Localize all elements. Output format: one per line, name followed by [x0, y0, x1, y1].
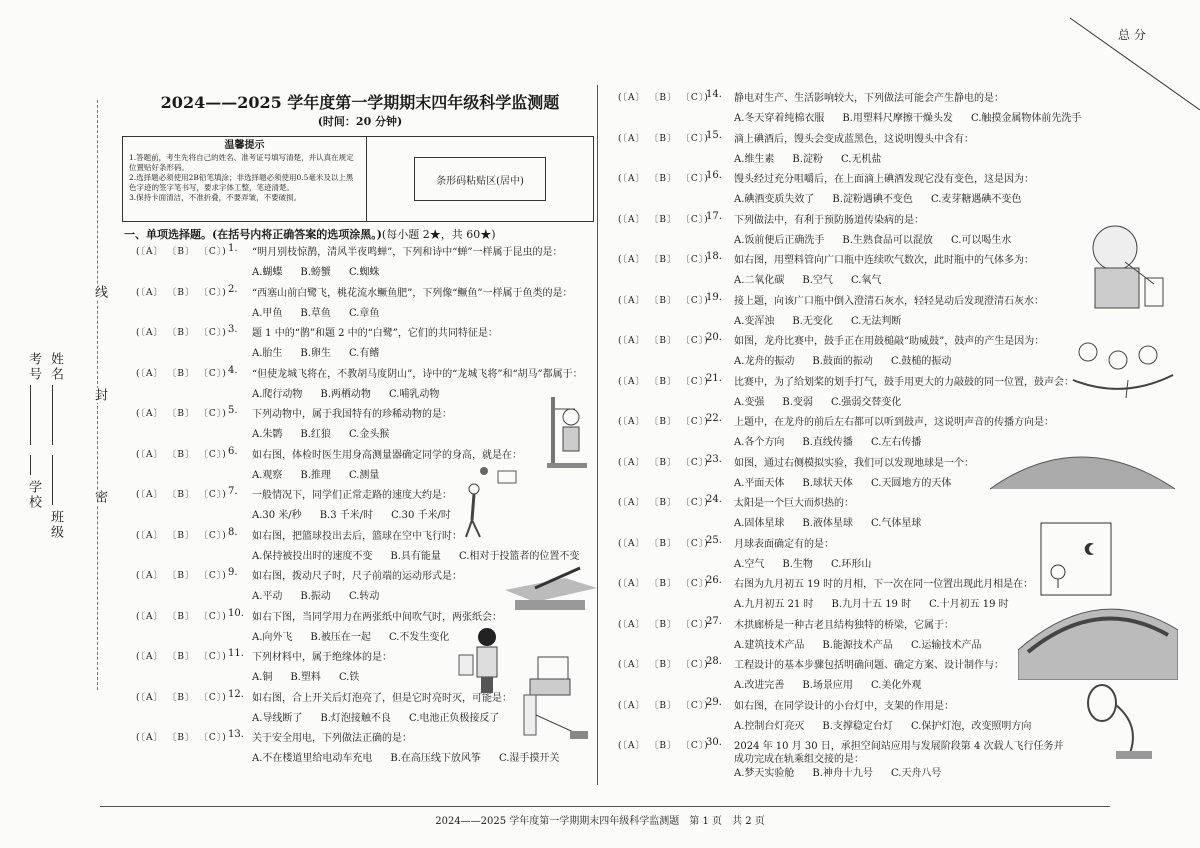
question-text: 太阳是一个巨大而炽热的：	[734, 498, 854, 509]
option-a: A.维生素	[734, 153, 775, 165]
option-b: B.红狼	[300, 429, 331, 440]
question-text: 右图为九月初五 19 时的月相，下一次在同一位置出现此月相是在：	[734, 579, 1034, 590]
option-b: B.用塑料尺摩擦干燥头发	[842, 113, 953, 124]
question-options	[734, 190, 1039, 205]
option-b: B.淀粉遇碘不变色	[832, 194, 913, 205]
question-number: 29.	[706, 696, 722, 708]
answer-bubbles[interactable]: (〔A〕 〔B〕 〔C〕)	[136, 449, 227, 460]
question-text: 如右图，体检时医生用身高测量器确定同学的身高，就是在：	[252, 449, 522, 461]
option-c: C.相对于投篮者的位置不变	[458, 550, 580, 562]
answer-bubbles[interactable]: (〔A〕 〔B〕 〔C〕)	[136, 409, 227, 419]
section-title: 一、单项选择题。	[124, 228, 212, 241]
option-c: C.电池正负极接反了	[408, 712, 500, 724]
question-number: 21.	[706, 372, 722, 384]
question-number: 17.	[706, 210, 722, 222]
class-field[interactable]	[52, 455, 53, 505]
question-text: 月球表面确定有的是：	[734, 538, 834, 550]
answer-bubbles[interactable]: (〔A〕 〔B〕 〔C〕)	[136, 287, 227, 298]
option-c: C.有鳍	[348, 348, 380, 359]
question-options	[734, 433, 939, 448]
question-options	[734, 636, 999, 651]
question-options	[734, 676, 939, 691]
option-b: B.液体星球	[802, 518, 853, 529]
question-options	[734, 555, 889, 570]
option-b: B.推理	[300, 469, 331, 481]
option-a: A.龙舟的振动	[734, 356, 795, 367]
total-score-label: 总 分	[1118, 28, 1146, 42]
question-number: 12.	[228, 688, 244, 700]
answer-bubbles[interactable]: (〔A〕 〔B〕 〔C〕)	[136, 692, 227, 703]
option-b: B.卵生	[300, 348, 331, 359]
question-options	[252, 709, 517, 724]
option-a: A.二氧化碳	[734, 275, 785, 286]
question-text: “明月别枝惊鹊，清风半夜鸣蝉”，下列和诗中“蝉”一样属于昆虫的是：	[252, 247, 563, 258]
question-number: 9.	[228, 567, 238, 578]
question-number: 24.	[706, 494, 722, 505]
notice-line: 2.选择题必须使用2B铅笔填涂；非选择题必须使用0.5毫米及以上黑色字迹的签字笔书写，要求字体工整，笔迹清楚。	[129, 173, 354, 192]
option-b: B.在高压线下放风筝	[390, 753, 481, 764]
answer-bubbles[interactable]: (〔A〕 〔B〕 〔C〕)	[136, 652, 227, 662]
desk-lamp-picture	[1080, 675, 1170, 765]
question-number: 4.	[228, 364, 238, 376]
option-b: B.具有能量	[390, 550, 441, 562]
option-b: B.被压在一起	[310, 631, 371, 643]
option-c: C.铁	[338, 672, 360, 683]
option-b: B.螃蟹	[300, 267, 331, 278]
question-number: 8.	[228, 526, 238, 538]
option-a: A.九月初五 21 时	[734, 599, 814, 610]
option-b: B.生熟食品可以混放	[842, 234, 933, 246]
question-options	[252, 628, 467, 643]
notice-line: 1.答题前，考生先将自己的姓名、准考证号填写清楚，并认真在规定位置贴好条形码。	[129, 153, 354, 172]
question-options	[252, 749, 577, 764]
answer-bubbles[interactable]: (〔A〕 〔B〕 〔C〕)	[136, 733, 227, 743]
option-c: C.美化外观	[870, 680, 922, 691]
answer-bubbles[interactable]: (〔A〕 〔B〕 〔C〕)	[136, 247, 227, 257]
question-text: 如右图，用塑料管向广口瓶中连续吹气数次，此时瓶中的气体多为：	[734, 255, 1034, 266]
option-c: C.30 千米/时	[391, 510, 451, 521]
option-b: B.变弱	[782, 396, 813, 408]
option-c: C.金头猴	[348, 429, 390, 440]
option-c: C.左右传播	[870, 437, 922, 448]
binding-xian: 线	[92, 285, 107, 300]
question-text: 滴上碘酒后，馒头会变成蓝黑色，这说明馒头中含有：	[734, 133, 974, 145]
option-a: A.建筑技术产品	[734, 639, 805, 651]
answer-bubbles[interactable]: (〔A〕 〔B〕 〔C〕)	[136, 571, 227, 581]
question-options	[734, 474, 969, 489]
question-options	[252, 466, 397, 481]
question-number: 13.	[228, 729, 244, 740]
question-number: 15.	[706, 129, 722, 141]
question-options	[734, 393, 919, 408]
blowing-paper-picture	[455, 625, 510, 695]
question-text: “西塞山前白鹭飞，桃花流水鳜鱼肥”，下列像“鳜鱼”一样属于鱼类的是：	[252, 287, 573, 299]
option-a: A.导线断了	[252, 712, 303, 724]
question-number: 1.	[228, 243, 238, 254]
question-text: 如右图，合上开关后灯泡亮了，但是它时亮时灭，可能是：	[252, 692, 512, 704]
option-c: C.运输技术产品	[910, 639, 982, 651]
circuit-picture	[520, 655, 595, 745]
option-c: C.天圆地方的天体	[870, 477, 952, 489]
question-number: 28.	[706, 656, 722, 667]
option-a: A.冬天穿着纯棉衣服	[734, 113, 825, 124]
option-c: C.天舟八号	[890, 768, 942, 779]
option-c: C.蜘蛛	[348, 267, 380, 278]
option-c: C.强弱交替变化	[830, 396, 902, 408]
ruler-picture	[505, 560, 597, 622]
question-options	[252, 668, 377, 683]
option-c: C.气体星球	[870, 518, 922, 529]
option-c: C.不发生变化	[388, 631, 450, 643]
question-text: 2024 年 10 月 30 日，承担空间站应用与发展阶段第 4 次载人飞行任务并	[734, 741, 1064, 752]
question-text: 下列材料中，属于绝缘体的是：	[252, 652, 392, 663]
option-b: B.淀粉	[792, 153, 823, 165]
answer-bubbles[interactable]: (〔A〕 〔B〕 〔C〕)	[618, 538, 709, 549]
option-b: B.振动	[300, 591, 331, 602]
option-a: A.变强	[734, 396, 765, 408]
question-number: 27.	[706, 615, 722, 627]
answer-bubbles[interactable]: (〔A〕 〔B〕 〔C〕)	[618, 214, 709, 225]
option-b: B.支撑稳定台灯	[822, 720, 893, 732]
question-text: 如右图，把篮球投出去后，篮球在空中飞行时：	[252, 530, 462, 542]
option-a: A.保持被投出时的速度不变	[252, 550, 373, 562]
question-options	[734, 271, 899, 286]
option-a: A.各个方向	[734, 437, 785, 448]
footer-line	[100, 806, 1110, 807]
option-c: C.章鱼	[348, 307, 380, 319]
question-number: 23.	[706, 453, 722, 465]
question-options	[734, 150, 899, 165]
option-c: C.转动	[348, 591, 380, 602]
answer-bubbles[interactable]: (〔A〕 〔B〕 〔C〕)	[618, 741, 709, 751]
option-c: C.鼓槌的振动	[890, 356, 952, 367]
question-text: 题 1 中的“鹊”和题 2 中的“白鹭”，它们的共同特征是：	[252, 328, 498, 339]
question-text: 上题中，在龙舟的前后左右都可以听到鼓声，这说明声音的传播方向是：	[734, 417, 1054, 428]
barcode-area[interactable]: 条形码粘贴区(居中)	[414, 157, 546, 201]
question-number: 5.	[228, 405, 238, 416]
answer-bubbles[interactable]: (〔A〕 〔B〕 〔C〕)	[618, 336, 709, 346]
question-text: 接上题，向该广口瓶中倒入澄清石灰水，轻轻晃动后发现澄清石灰水：	[734, 295, 1044, 307]
class-label: 班级	[48, 510, 63, 540]
school-label: 学校	[26, 480, 41, 510]
option-c: C.无法判断	[850, 315, 902, 327]
option-a: A.控制台灯亮灭	[734, 720, 805, 732]
question-text: 木拱廊桥是一种古老且结构独特的桥梁，它属于：	[734, 619, 954, 631]
binding-feng: 封	[92, 388, 107, 403]
answer-bubbles[interactable]: (〔A〕 〔B〕 〔C〕)	[136, 368, 227, 379]
question-text-continued: 成功完成在轨乘组交接的是：	[734, 754, 864, 765]
blowing-bottle-picture	[1075, 218, 1175, 318]
option-b: B.塑料	[290, 672, 321, 683]
option-c: C.保护灯泡，改变照明方向	[910, 720, 1032, 732]
answer-bubbles[interactable]: (〔A〕 〔B〕 〔C〕)	[618, 498, 709, 508]
question-number: 25.	[706, 534, 722, 546]
answer-bubbles[interactable]: (〔A〕 〔B〕 〔C〕)	[618, 255, 709, 265]
option-a: A.改进完善	[734, 680, 785, 691]
question-text: 比赛中，为了给划桨的划手打气，鼓手用更大的力敲鼓的同一位置，鼓声会：	[734, 376, 1074, 388]
corner-fold	[1060, 0, 1200, 110]
question-text: 关于安全用电，下列做法正确的是：	[252, 733, 412, 744]
answer-bubbles[interactable]: (〔A〕 〔B〕 〔C〕)	[618, 660, 709, 670]
question-text: 如图，通过右侧模拟实验，我们可以发现地球是一个：	[734, 457, 974, 469]
option-c: C.麦芽糖遇碘不变色	[930, 194, 1022, 205]
height-measure-picture	[545, 395, 590, 470]
question-text: 工程设计的基本步骤包括明确问题、确定方案、设计制作与：	[734, 660, 1004, 671]
option-c: C.环形山	[830, 558, 872, 570]
answer-bubbles[interactable]: (〔A〕 〔B〕 〔C〕)	[618, 93, 709, 103]
notice-line: 3.保持卡面清洁，不准折叠，不要弄皱，不要破损。	[129, 193, 302, 202]
answer-bubbles[interactable]: (〔A〕 〔B〕 〔C〕)	[136, 611, 227, 622]
answer-bubbles[interactable]: (〔A〕 〔B〕 〔C〕)	[618, 295, 709, 306]
question-number: 19.	[706, 291, 722, 303]
question-number: 7.	[228, 486, 238, 497]
question-options	[734, 717, 1049, 732]
option-b: B.3 千米/时	[319, 510, 374, 521]
answer-bubbles[interactable]: (〔A〕 〔B〕 〔C〕)	[618, 376, 709, 387]
option-a: A.30 米/秒	[252, 510, 302, 521]
option-a: A.铜	[252, 672, 273, 683]
question-text: 静电对生产、生活影响较大，下列做法可能会产生静电的是：	[734, 93, 1004, 104]
exam-no-field[interactable]	[30, 385, 31, 445]
option-c: C.无机盐	[840, 153, 882, 165]
option-b: B.鼓面的振动	[812, 356, 873, 367]
answer-bubbles[interactable]: (〔A〕 〔B〕 〔C〕)	[136, 530, 227, 541]
school-field[interactable]	[30, 455, 31, 475]
option-b: B.灯泡接触不良	[320, 712, 391, 724]
answer-bubbles[interactable]: (〔A〕 〔B〕 〔C〕)	[136, 328, 227, 338]
question-number: 6.	[228, 445, 238, 457]
question-options	[734, 595, 1027, 610]
question-text: 如右图，拨动尺子时，尺子前端的运动形式是：	[252, 571, 462, 582]
question-text: 下列做法中，有利于预防肠道传染病的是：	[734, 214, 924, 226]
option-c: C.哺乳动物	[388, 388, 440, 400]
option-b: B.直线传播	[802, 437, 853, 448]
exam-title: 2024——2025 学年度第一学期期末四年级科学监测题	[160, 93, 560, 112]
question-text: 一般情况下，同学们正常走路的速度大约是：	[252, 490, 452, 501]
answer-bubbles[interactable]: (〔A〕 〔B〕 〔C〕)	[618, 619, 709, 630]
answer-bubbles[interactable]: (〔A〕 〔B〕 〔C〕)	[618, 457, 709, 468]
question-text: 如图，龙舟比赛中，鼓手正在用鼓槌敲“助威鼓”，鼓声的产生是因为：	[734, 336, 1045, 347]
question-number: 26.	[706, 575, 722, 586]
option-a: A.梦天实验舱	[734, 768, 795, 779]
question-number: 2.	[228, 283, 238, 295]
question-options	[252, 263, 397, 278]
question-number: 3.	[228, 324, 238, 335]
moon-phase-picture	[1040, 522, 1112, 597]
option-c: C.测量	[348, 469, 380, 481]
answer-bubbles[interactable]: (〔A〕 〔B〕 〔C〕)	[618, 133, 709, 144]
option-a: A.朱鹮	[252, 429, 283, 440]
option-c: C.十月初五 19 时	[929, 599, 1009, 610]
answer-bubbles[interactable]: (〔A〕 〔B〕 〔C〕)	[618, 174, 709, 184]
name-label: 姓名	[48, 352, 63, 382]
option-a: A.平动	[252, 591, 283, 602]
notice-box	[122, 136, 594, 222]
option-b: B.空气	[802, 275, 833, 286]
answer-bubbles[interactable]: (〔A〕 〔B〕 〔C〕)	[136, 490, 227, 500]
option-b: B.球状天体	[802, 477, 853, 489]
option-b: B.神舟十九号	[812, 768, 873, 779]
question-number: 20.	[706, 332, 722, 343]
section-heading	[124, 226, 496, 242]
question-text: “但使龙城飞将在，不教胡马度阴山”，诗中的“龙城飞将”和“胡马”都属于：	[252, 368, 583, 380]
exam-no-label: 考号	[26, 352, 41, 382]
binding-mi: 密	[92, 490, 107, 505]
question-text: 馒头经过充分咀嚼后，在上面滴上碘酒发现它没有变色，这是因为：	[734, 174, 1034, 185]
question-options	[252, 304, 397, 319]
question-text: 如右图，在同学设计的小台灯中，支架的作用是：	[734, 700, 954, 712]
question-options	[252, 344, 397, 359]
dragon-boat-picture	[1068, 330, 1178, 400]
question-options	[252, 425, 407, 440]
option-a: A.空气	[734, 558, 765, 570]
option-a: A.碘酒变质失效了	[734, 194, 815, 205]
question-number: 10.	[228, 607, 244, 619]
notice-text	[123, 137, 367, 221]
option-c: C.触摸金属物体前先洗手	[970, 113, 1082, 124]
exam-time: (时间：20 分钟)	[317, 115, 403, 128]
option-a: A.固体星球	[734, 518, 785, 529]
question-number: 30.	[706, 737, 722, 748]
answer-bubbles[interactable]: (〔A〕 〔B〕 〔C〕)	[618, 579, 709, 589]
option-b: B.两栖动物	[320, 388, 371, 400]
option-a: A.向外飞	[252, 631, 293, 643]
column-divider	[597, 85, 598, 785]
section-score: (每小题 2★，共 60★)	[381, 228, 496, 241]
option-a: A.不在楼道里给电动车充电	[252, 753, 373, 764]
option-b: B.九月十五 19 时	[831, 599, 912, 610]
question-text: 如右下图，当同学用力在两张纸中间吹气时，两张纸会：	[252, 611, 502, 623]
question-number: 14.	[706, 89, 722, 100]
question-options	[734, 312, 919, 327]
question-options	[734, 514, 939, 529]
answer-bubbles[interactable]: (〔A〕 〔B〕 〔C〕)	[618, 700, 709, 711]
question-options	[252, 587, 397, 602]
option-b: B.草鱼	[300, 307, 331, 319]
question-options	[734, 109, 1099, 124]
option-b: B.无变化	[792, 315, 833, 327]
option-a: A.胎生	[252, 348, 283, 359]
question-options	[252, 506, 469, 521]
option-b: B.能源技术产品	[822, 639, 893, 651]
option-c: C.湿手摸开关	[498, 753, 560, 764]
option-b: B.场景应用	[802, 680, 853, 691]
option-c: C.可以喝生水	[950, 234, 1012, 246]
section-instruction: (在括号内将正确答案的选项涂黑。)	[212, 228, 382, 241]
question-options	[734, 352, 969, 367]
page-footer: 2024——2025 学年度第一学期期末四年级科学监测题 第 1 页 共 2 页	[435, 816, 765, 827]
option-a: A.变浑浊	[734, 315, 775, 327]
option-a: A.平面天体	[734, 477, 785, 489]
option-a: A.蝴蝶	[252, 267, 283, 278]
basketball-picture	[460, 465, 520, 540]
option-a: A.观察	[252, 469, 283, 481]
option-a: A.甲鱼	[252, 307, 283, 319]
covered-bridge-picture	[1018, 590, 1178, 680]
answer-bubbles[interactable]: (〔A〕 〔B〕 〔C〕)	[618, 417, 709, 427]
question-options	[734, 231, 1029, 246]
notice-title: 温馨提示	[224, 140, 265, 151]
option-a: A.爬行动物	[252, 388, 303, 400]
question-text: 下列动物中，属于我国特有的珍稀动物的是：	[252, 409, 452, 420]
name-field[interactable]	[52, 385, 53, 445]
option-a: A.饭前便后正确洗手	[734, 234, 825, 246]
option-c: C.氧气	[850, 275, 882, 286]
question-number: 16.	[706, 170, 722, 181]
question-number: 11.	[228, 648, 244, 659]
question-number: 22.	[706, 413, 722, 424]
question-number: 18.	[706, 251, 722, 262]
option-b: B.生物	[782, 558, 813, 570]
question-options	[252, 385, 457, 400]
question-options	[734, 764, 959, 779]
earth-curve-picture	[990, 445, 1175, 490]
